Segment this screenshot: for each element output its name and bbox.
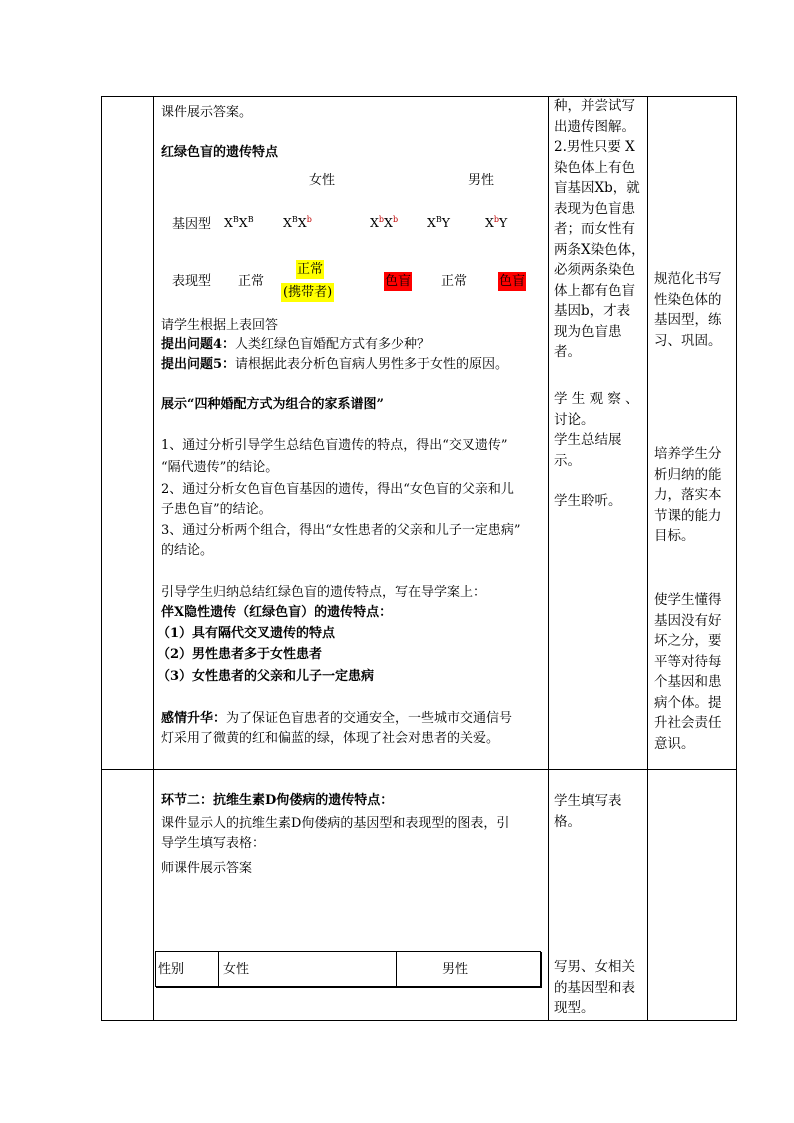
genotype-female-normal: $X^BX^B$ <box>224 214 254 230</box>
trait-3: （3）女性患者的父亲和儿子一定患病 <box>157 669 375 684</box>
phenotype-female-carrier: 正常 <box>297 262 324 277</box>
phenotype-female-normal: 正常 <box>238 274 265 289</box>
student-activity-c: 学生聆听。 <box>554 493 622 509</box>
male-label: 男性 <box>468 173 495 188</box>
point-1b: “隔代遗传”的结论。 <box>161 460 279 475</box>
inner-col-divider-2 <box>396 952 397 986</box>
inner-header-male: 男性 <box>442 962 469 977</box>
answer-intro: 课件展示答案。 <box>161 105 253 120</box>
point-2a: 2、通过分析女色盲色盲基因的遗传，得出“女色盲的父亲和儿 <box>161 482 514 497</box>
section-two-heading: 环节二：抗维生素D佝偻病的遗传特点： <box>161 793 394 808</box>
point-3b: 的结论。 <box>161 543 214 558</box>
phenotype-carrier-note: (携带者) <box>283 285 333 300</box>
question-4: 提出问题4：人类红绿色盲婚配方式有多少种？ <box>161 337 431 352</box>
section-two-line-2: 导学生填写表格： <box>161 836 266 851</box>
table-bottom-border <box>101 1020 737 1021</box>
inner-header-sex: 性别 <box>158 962 185 977</box>
female-label: 女性 <box>309 173 336 188</box>
section-two-line-3: 师课件展示答案 <box>161 861 253 876</box>
student-activity-b: 学 生 观 察 、 讨论。 学生总结展示。 <box>554 391 639 469</box>
genotype-label: 基因型 <box>172 217 212 232</box>
column-divider-3 <box>647 96 648 1021</box>
section-two-line-1: 课件显示人的抗维生素D佝偻病的基因型和表现型的图表，引 <box>161 816 510 831</box>
genotype-male-normal: $X^BY$ <box>427 214 451 230</box>
question-5: 提出问题5：请根据此表分析色盲病人男性多于女性的原因。 <box>161 357 509 372</box>
point-3a: 3、通过分析两个组合，得出“女性患者的父亲和儿子一定患病” <box>161 523 521 538</box>
column-divider-2 <box>548 96 549 1021</box>
intent-b: 培养学生分 析归纳的能 力，落实本 节课的能力 目标。 <box>654 446 722 544</box>
inner-header-female: 女性 <box>223 962 250 977</box>
student-activity-row2-b: 写男、女相关 的基因型和表 现型。 <box>554 959 635 1016</box>
summary-intro: 引导学生归纳总结红绿色盲的遗传特点，写在导学案上： <box>161 585 487 600</box>
intent-c: 使学生懂得 基因没有好 坏之分，要 平等对待每 个基因和患 病个体。提 升社会责任 意识。 <box>654 592 722 752</box>
genotype-male-colorblind: $X^bY$ <box>485 214 508 230</box>
student-activity-row2-a: 学生填写表格。 <box>554 793 622 830</box>
table-left-border <box>101 96 102 1021</box>
emotion-line-1: 感情升华：为了保证色盲患者的交通安全，一些城市交通信号 <box>161 711 513 726</box>
phenotype-label: 表现型 <box>172 274 212 289</box>
table-right-border <box>736 96 737 1021</box>
genotype-female-colorblind: $X^bX^b$ <box>370 214 399 230</box>
emotion-line-2: 灯采用了微黄的红和偏蓝的绿，体现了社会对患者的关爱。 <box>161 731 500 746</box>
prompt-text: 请学生根据上表回答 <box>161 318 279 333</box>
trait-2: （2）男性患者多于女性患者 <box>157 647 323 662</box>
student-activity-a: 种，并尝试写 出遗传图解。 2.男性只要 X 染色体上有色 盲基因Xb，就 表现为色盲患 者；而女性有 两条X染色体， 必须两条染色 体上都有色盲 基因b，才表 现为色盲患者。 <box>554 98 645 360</box>
intent-a: 规范化书写 性染色体的 基因型，练 习、巩固。 <box>654 271 722 349</box>
inner-col-divider-1 <box>218 952 219 986</box>
pedigree-heading: 展示“四种婚配方式为组合的家系谱图” <box>161 397 384 412</box>
row-divider <box>101 769 737 770</box>
genotype-female-carrier: $X^BX^b$ <box>283 214 312 230</box>
section-heading: 红绿色盲的遗传特点 <box>161 145 279 160</box>
summary-heading: 伴X隐性遗传（红绿色盲）的遗传特点： <box>161 605 393 620</box>
point-2b: 子患色盲”的结论。 <box>161 502 272 517</box>
phenotype-female-colorblind: 色盲 <box>385 274 412 289</box>
phenotype-male-colorblind: 色盲 <box>499 274 526 289</box>
point-1a: 1、通过分析引导学生总结色盲遗传的特点，得出“交叉遗传” <box>161 438 508 453</box>
inner-table-header <box>155 951 541 987</box>
trait-1: （1）具有隔代交叉遗传的特点 <box>157 626 336 641</box>
phenotype-male-normal: 正常 <box>441 274 468 289</box>
column-divider-1 <box>153 96 154 1021</box>
